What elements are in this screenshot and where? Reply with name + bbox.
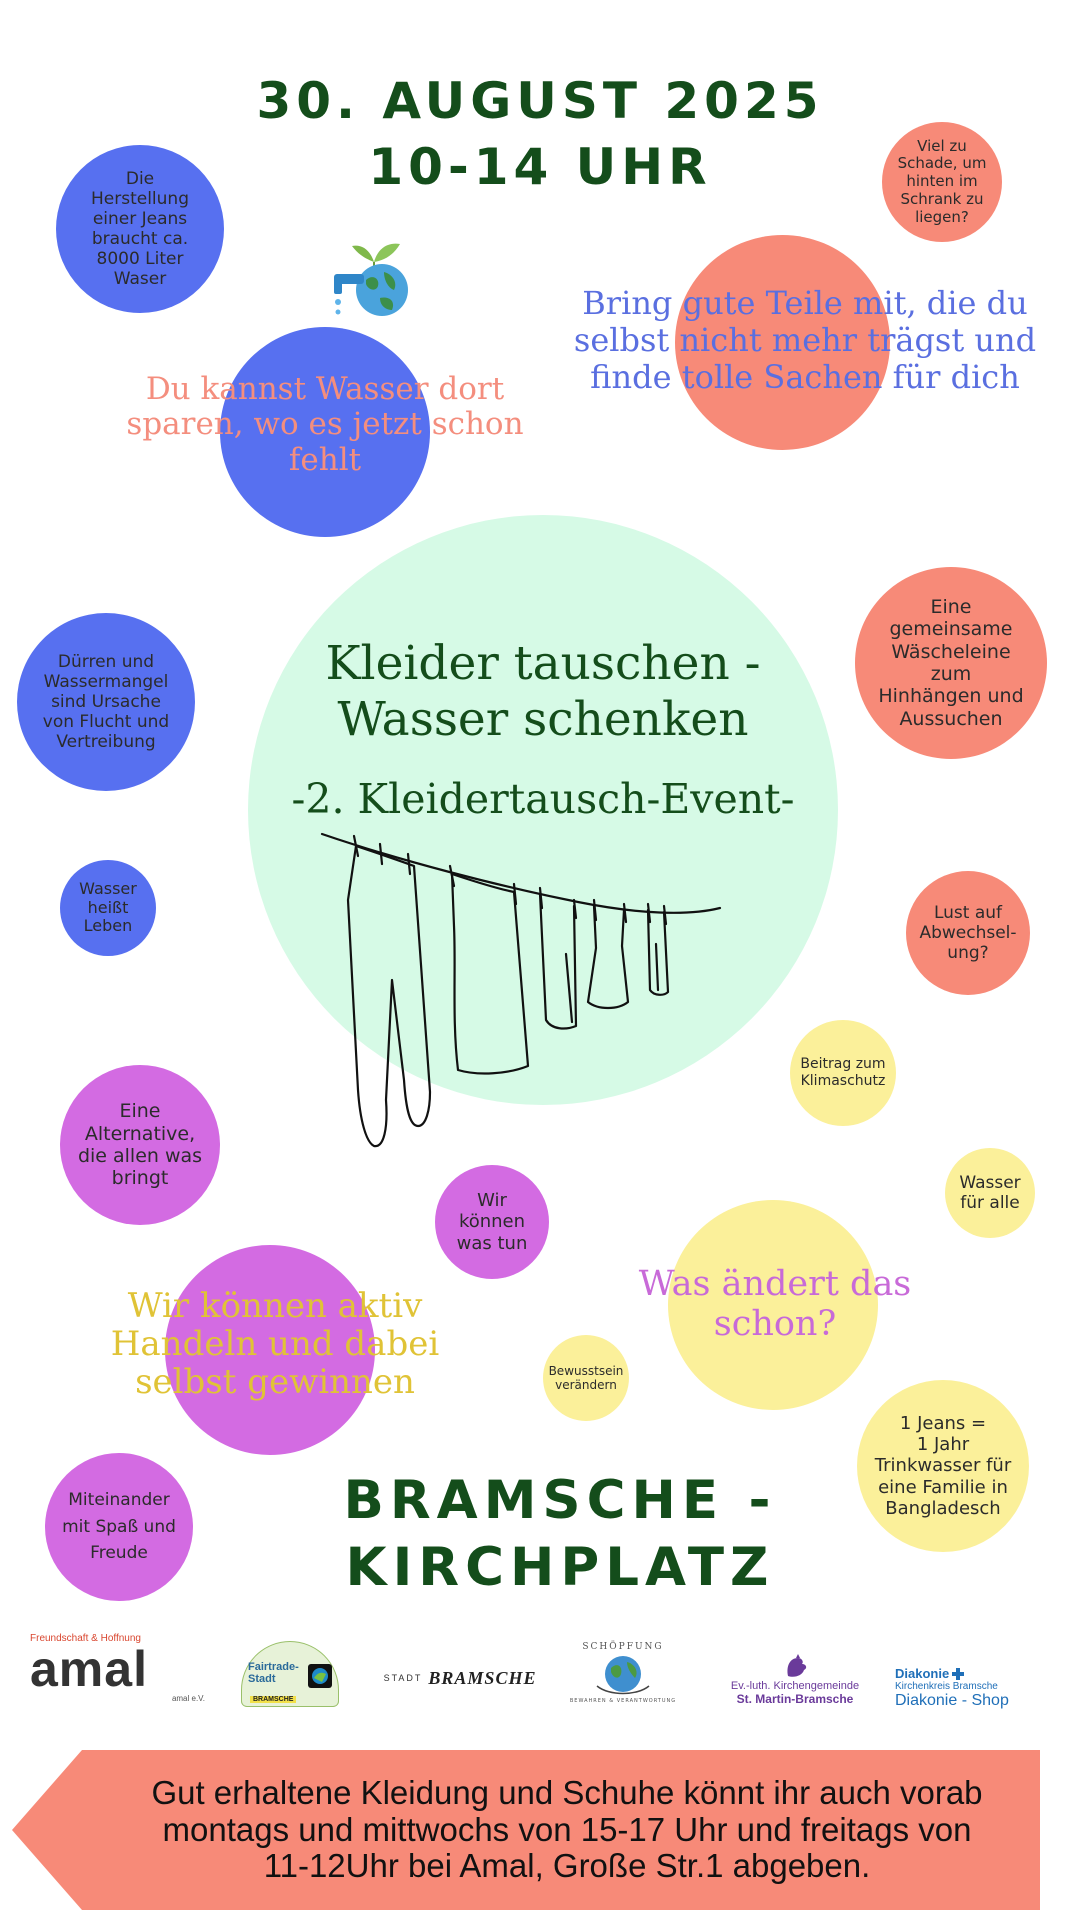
location-line1: BRAMSCHE - <box>343 1470 777 1531</box>
bubble-jeans-water-text: Die Herstellung einer Jeans braucht ca. 8000 Liter Waser <box>91 168 189 290</box>
quote-bring: Bring gute Teile mit, die du selbst nicht mehr trägst und finde tolle Sachen für dich <box>573 284 1037 397</box>
bubble-miteinander-text: Miteinander mit Spaß und Freude <box>62 1490 176 1564</box>
event-title: Kleider tauschen - Wasser schenken <box>325 636 761 748</box>
event-subtitle: -2. Kleidertausch-Event- <box>291 775 795 823</box>
logo-stadt-bramsche <box>385 1658 535 1698</box>
bubble-koennen-tun <box>435 1165 549 1279</box>
logo-schoepfung-sub: BEWAHREN & VERANTWORTUNG <box>569 1697 677 1704</box>
logo-schoepfung <box>568 1630 678 1715</box>
bubble-duerren <box>17 613 195 791</box>
logo-fairtrade-town: BRAMSCHE <box>250 1696 296 1703</box>
logo-diakonie <box>895 1660 1035 1716</box>
quote-sparen: Du kannst Wasser dort sparen, wo es jetzt schon fehlt <box>126 371 524 478</box>
bubble-abwechslung <box>906 871 1030 995</box>
bubble-wasser-alle <box>945 1148 1035 1238</box>
logo-amal-tagline: Freundschaft & Hoffnung <box>30 1633 141 1644</box>
bubble-leben <box>60 860 156 956</box>
logo-kirche-line2: St. Martin-Bramsche <box>736 1692 854 1706</box>
rooster-icon <box>780 1652 810 1680</box>
bubble-schade-text: Viel zu Schade, um hinten im Schrank zu liegen? <box>897 136 987 226</box>
logo-amal-name: amal <box>30 1641 148 1697</box>
bubble-duerren-text: Dürren und Wassermangel sind Ursache von Flucht und Vertreibung <box>42 651 170 753</box>
location-line2: KIRCHPLATZ <box>345 1537 775 1598</box>
diakonie-cross-icon <box>952 1668 964 1680</box>
bubble-klimaschutz <box>790 1020 896 1126</box>
logo-diakonie-name: Diakonie <box>895 1666 950 1681</box>
logo-stadt-prefix: STADT <box>383 1673 423 1683</box>
bubble-alternative <box>60 1065 220 1225</box>
logo-amal <box>30 1628 205 1708</box>
bubble-koennen-tun-text: Wir können was tun <box>456 1190 528 1254</box>
info-banner <box>12 1750 1042 1910</box>
bubble-bewusstsein-text: Bewusstsein verändern <box>548 1363 624 1392</box>
logo-schoepfung-text: SCHÖPFUNG <box>582 1641 664 1652</box>
clothesline-icon <box>318 830 728 1150</box>
logo-stadt-name: BRAMSCHE <box>428 1667 537 1688</box>
bubble-abwechslung-text: Lust auf Abwechsel- ung? <box>919 902 1017 964</box>
bubble-wasser-alle-text: Wasser für alle <box>959 1172 1021 1213</box>
bubble-waescheleine <box>855 567 1047 759</box>
event-time: 10-14 UHR <box>368 138 712 196</box>
schoepfung-globe-icon <box>593 1652 653 1698</box>
logo-diakonie-shop: Diakonie - Shop <box>895 1692 1009 1709</box>
logo-kirche <box>720 1640 870 1718</box>
event-date: 30. AUGUST 2025 <box>256 72 824 130</box>
bubble-leben-text: Wasser heißt Leben <box>79 878 137 936</box>
bubble-alternative-text: Eine Alternative, die allen was bringt <box>77 1100 203 1190</box>
logo-kirche-line1: Ev.-luth. Kirchengemeinde <box>730 1680 860 1692</box>
logo-diakonie-sub: Kirchenkreis Bramsche <box>895 1681 998 1692</box>
bubble-klimaschutz-text: Beitrag zum Klimaschutz <box>800 1056 886 1089</box>
bubble-jeans-jahr-text: 1 Jeans = 1 Jahr Trinkwasser für eine Familie in Bangladesch <box>874 1412 1012 1519</box>
bubble-schade <box>882 122 1002 242</box>
info-banner-text: Gut erhaltene Kleidung und Schuhe könnt ihr auch vorab montags und mittwochs von 15-17 Uhr und freitags von 11-12Uhr bei Amal, Große Str.1 abgeben. <box>151 1773 983 1885</box>
fairtrade-mark-icon <box>308 1664 332 1688</box>
bubble-bewusstsein <box>543 1335 629 1421</box>
bubble-jeans-water <box>56 145 224 313</box>
bubble-waescheleine-text: Eine gemeinsame Wäscheleine zum Hinhängen und Aussuchen <box>878 595 1024 730</box>
quote-aendert: Was ändert das schon? <box>638 1264 912 1344</box>
logo-fairtrade <box>240 1640 340 1708</box>
logo-fairtrade-text: Fairtrade- Stadt <box>248 1661 299 1685</box>
logo-amal-sub: amal e.V. <box>171 1694 205 1703</box>
quote-handeln: Wir können aktiv Handeln und dabei selbst gewinnen <box>110 1286 440 1403</box>
water-tap-globe-icon <box>322 228 422 320</box>
